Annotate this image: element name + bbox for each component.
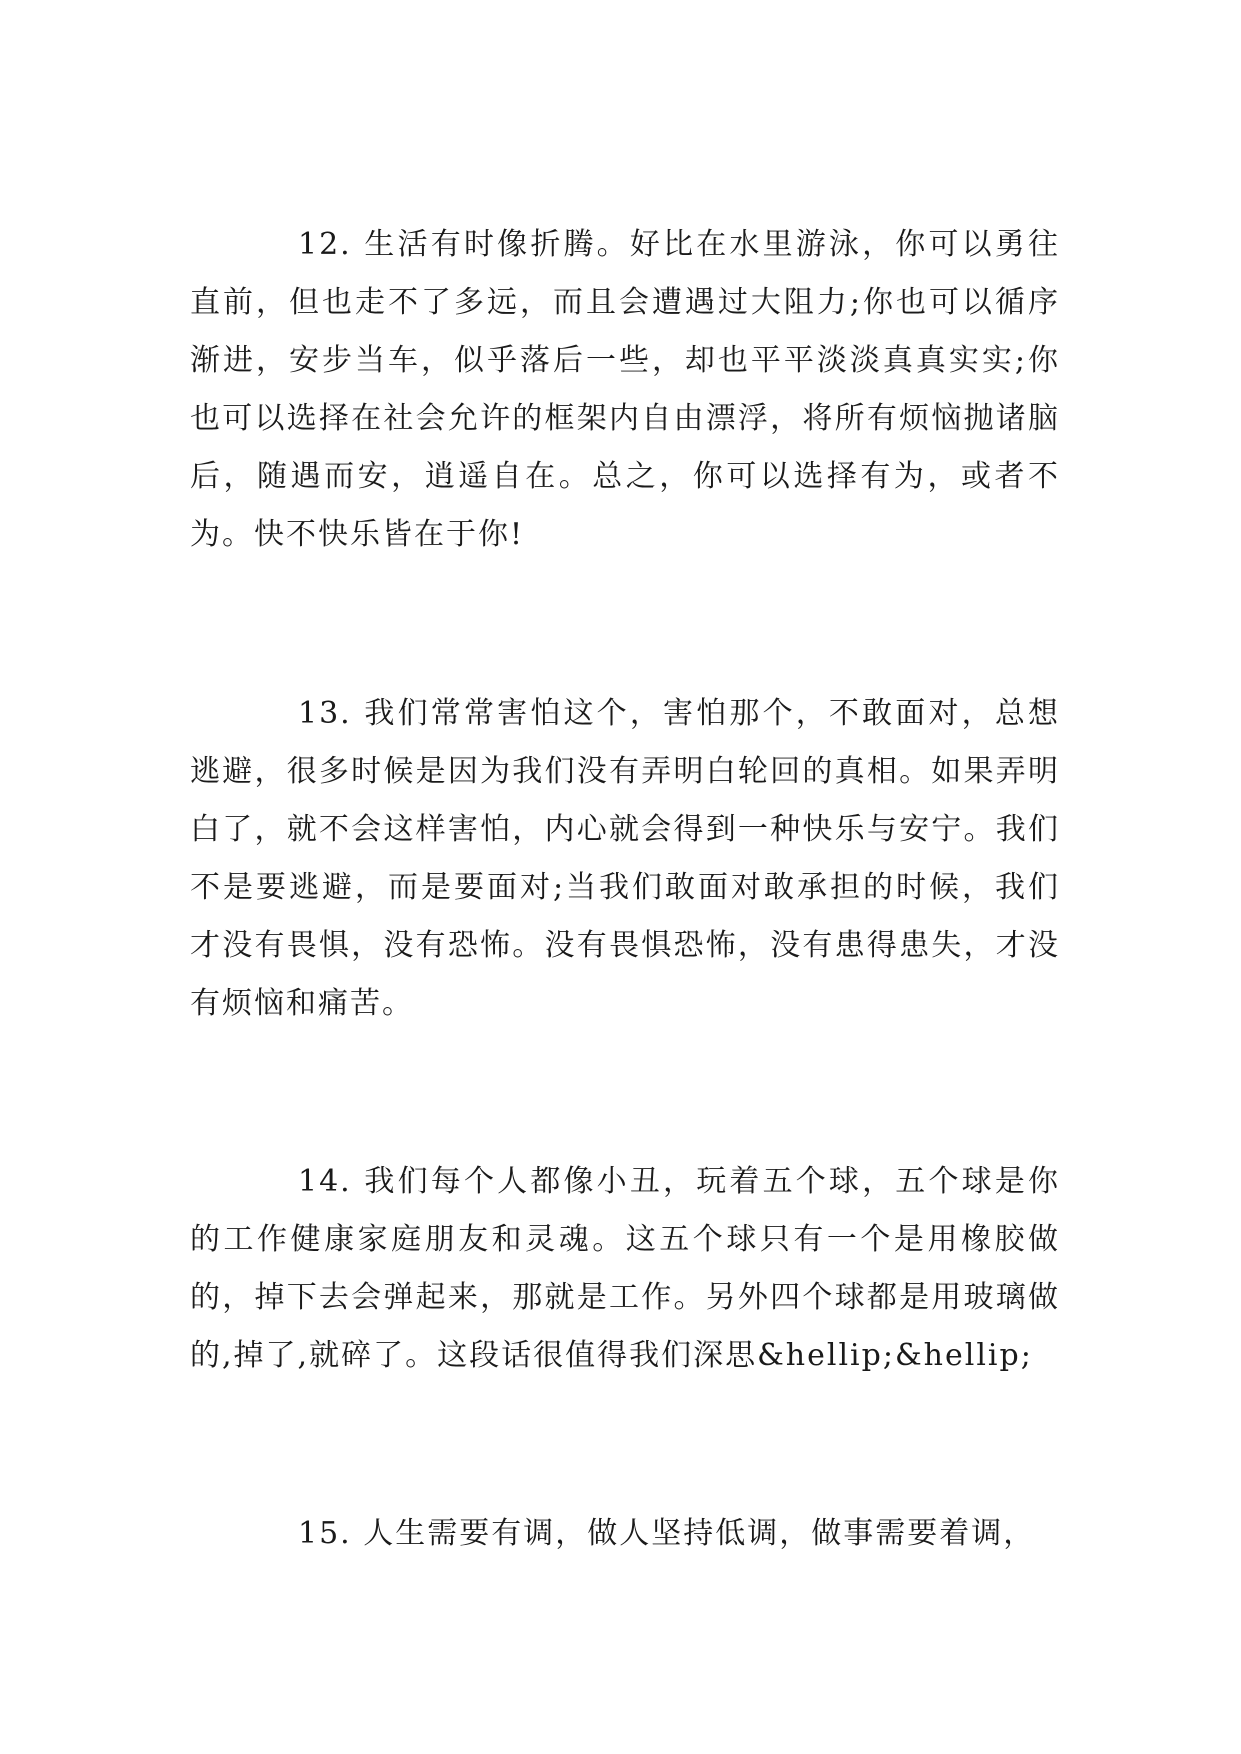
paragraph-12: 12. 生活有时像折腾。好比在水里游泳，你可以勇往直前，但也走不了多远，而且会遭遇过大阻力;你也可以循序渐进，安步当车，似乎落后一些，却也平平淡淡真真实实;你也可以选择在社会允许的框架内自由漂浮，将所有烦恼抛诸脑后，随遇而安，逍遥自在。总之，你可以选择有为，或者不为。快不快乐皆在于你! <box>190 227 1060 552</box>
paragraph-14: 14. 我们每个人都像小丑，玩着五个球，五个球是你的工作健康家庭朋友和灵魂。这五个球只有一个是用橡胶做的，掉下去会弹起来，那就是工作。另外四个球都是用玻璃做的,掉了,就碎了。这段话很值得我们深思&hellip;&hellip; <box>190 1164 1060 1373</box>
paragraph-13: 13. 我们常常害怕这个，害怕那个，不敢面对，总想逃避，很多时候是因为我们没有弄明白轮回的真相。如果弄明白了，就不会这样害怕，内心就会得到一种快乐与安宁。我们不是要逃避，而是要面对;当我们敢面对敢承担的时候，我们才没有畏惧，没有恐怖。没有畏惧恐怖，没有患得患失，才没有烦恼和痛苦。 <box>190 696 1060 1021</box>
paragraph-15: 15. 人生需要有调，做人坚持低调，做事需要着调， <box>298 1516 1036 1551</box>
